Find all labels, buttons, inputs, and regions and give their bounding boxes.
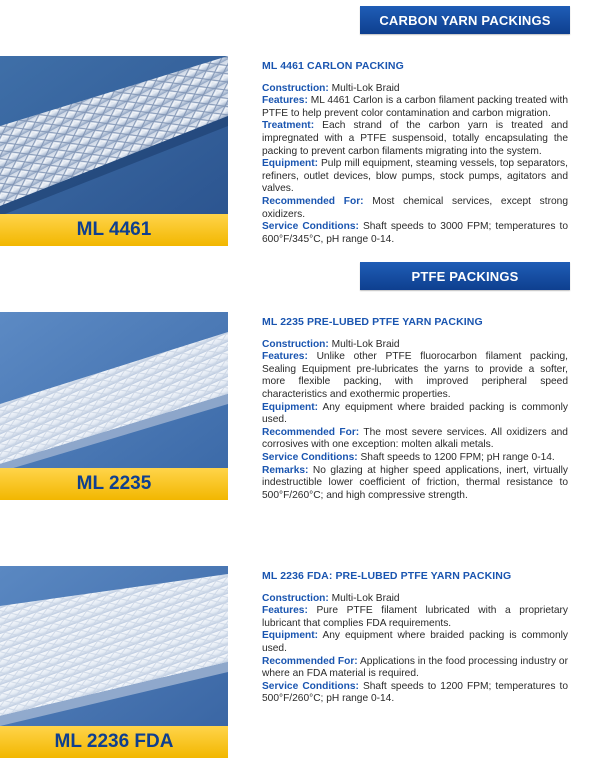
features-field: Features: Pure PTFE filament lubricated with a proprietary lubricant that complies FDA requirements.: [262, 605, 568, 629]
construction-field: Construction: Multi-Lok Braid: [262, 592, 400, 604]
treatment-field: Treatment: Each strand of the carbon yarn is treated and impregnated with a PTFE suspensoid, totally encapsulating the packing to prevent carbon filaments migrating into the system.: [262, 120, 568, 157]
product-photo-ml2236fda: [0, 566, 228, 730]
equipment-field: Equipment: Pulp mill equipment, steaming vessels, top separators, refiners, outlet devices, blow pumps, stock pumps, agitators and valves.: [262, 158, 568, 195]
service-conditions-field: Service Conditions: Shaft speeds to 3000 FPM; temperatures to 600°F/345°C, pH range 0-14.: [262, 221, 568, 245]
product-description-ml2236fda: [262, 570, 568, 706]
recommended-for-field: Recommended For: Applications in the food processing industry or where an FDA material is required.: [262, 655, 568, 680]
section-banner-carbon: CARBON YARN PACKINGS: [360, 6, 570, 34]
product-heading: ML 4461 CARLON PACKING: [262, 60, 404, 72]
product-caption-ml2236fda: ML 2236 FDA: [0, 726, 228, 758]
equipment-field: Equipment: Any equipment where braided packing is commonly used.: [262, 401, 568, 426]
product-description-ml2235: [262, 316, 568, 502]
product-photo-ml2235: [0, 312, 228, 472]
equipment-field: Equipment: Any equipment where braided packing is commonly used.: [262, 630, 568, 654]
features-field: Features: ML 4461 Carlon is a carbon filament packing treated with PTFE to help prevent color contamination and carbon migration.: [262, 95, 568, 119]
remarks-field: Remarks: No glazing at higher speed applications, inert, virtually indestructible lower coefficient of friction, thermal resistance to 500°F/260°C; and high compressive strength.: [262, 464, 568, 501]
product-heading: ML 2235 PRE-LUBED PTFE YARN PACKING: [262, 316, 483, 328]
recommended-for-field: Recommended For: Most chemical services, except strong oxidizers.: [262, 195, 568, 220]
product-caption-ml2235: ML 2235: [0, 468, 228, 500]
product-heading: ML 2236 FDA: PRE-LUBED PTFE YARN PACKING: [262, 570, 512, 582]
product-caption-ml4461: ML 4461: [0, 214, 228, 246]
section-banner-ptfe: PTFE PACKINGS: [360, 262, 570, 290]
features-field: Features: Unlike other PTFE fluorocarbon filament packing, Sealing Equipment pre-lubricates the yarns to provide a softer, more flexible packing, with improved peripheral speed characteristics and exothermic properties.: [262, 351, 568, 400]
recommended-for-field: Recommended For: The most severe services. All oxidizers and corrosives with one exception: molten alkali metals.: [262, 426, 568, 451]
service-conditions-field: Service Conditions: Shaft speeds to 1200 FPM; pH range 0-14.: [262, 451, 555, 463]
product-description-ml4461: [262, 60, 568, 246]
product-photo-ml4461: [0, 56, 228, 216]
service-conditions-field: Service Conditions: Shaft speeds to 1200 FPM; temperatures to 500°F/260°C; pH range 0-14.: [262, 680, 568, 705]
construction-field: Construction: Multi-Lok Braid: [262, 82, 400, 94]
construction-field: Construction: Multi-Lok Braid: [262, 338, 400, 350]
